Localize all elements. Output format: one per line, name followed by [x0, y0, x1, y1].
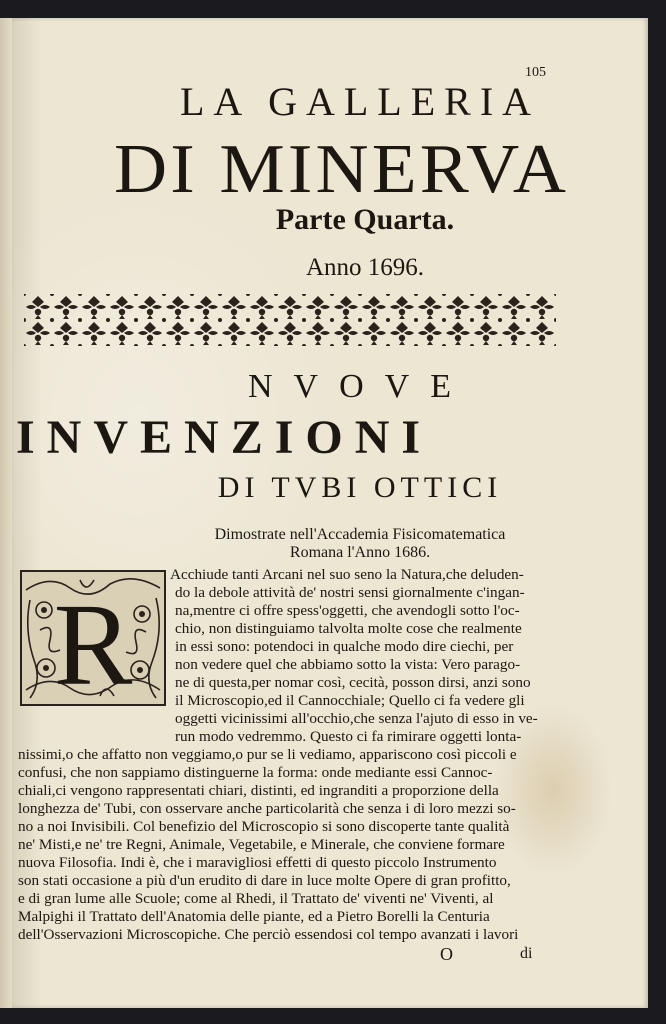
running-title-di-minerva: DI MINERVA [114, 131, 570, 208]
book-page [12, 18, 648, 1008]
text-line: chio, non distinguiamo talvolta molte cose che realmente [175, 620, 522, 637]
running-title-la-galleria: LA GALLERIA [179, 79, 541, 124]
initial-letter: R [53, 579, 133, 706]
signature-mark: O [440, 944, 453, 964]
text-line: na,mentre ci offre spess'oggetti, che avendogli sotto l'oc- [175, 602, 520, 619]
article-heading-nuove: NVOVE [248, 368, 472, 405]
part-title: Parte Quarta. [275, 203, 455, 236]
text-line: do la debole attività de' nostri sensi giornalmente c'ingan- [175, 584, 525, 601]
text-line: no a noi Invisibili. Col benefizio del Microscopio si sono discoperte tante qualità [18, 818, 510, 835]
text-line: nuova Filosofia. Indi è, che i maravigliosi effetti di questo piccolo Instrumento [18, 854, 497, 871]
page-number: 105 [525, 65, 546, 80]
text-line: Acchiude tanti Arcani nel suo seno la Natura,che deluden- [170, 566, 524, 583]
article-heading-invenzioni: INVENZIONI [16, 411, 433, 464]
subtitle-line: Romana l'Anno 1686. [289, 544, 431, 561]
text-line: e di gran lume alle Scuole; come al Rhedi, il Trattato de' viventi ne' Viventi, al [18, 890, 494, 907]
text-line: longhezza de' Tubi, con osservare anche particolarità che senza i di loro mezzi so- [18, 800, 516, 817]
text-line: confusi, che non sappiamo distinguerne la forma: onde mediante essi Cannoc- [18, 764, 493, 781]
text-line: oggetti vicinissimi all'occhio,che senza l'ajuto di esso in ve- [175, 710, 538, 727]
article-heading-tubi-ottici: DI TVBI OTTICI [217, 471, 503, 504]
text-line: in essi sono: potendoci in qualche modo dire ciechi, per [175, 638, 514, 655]
text-line: dell'Osservazioni Microscopiche. Che perciò essendosi col tempo avanzati i lavori [18, 926, 519, 943]
text-line: chiali,ci vengono rappresentati chiari, distinti, ed ingranditi a proporzione della [18, 782, 499, 799]
catchword: di [520, 945, 533, 962]
year-title: Anno 1696. [305, 254, 425, 281]
text-line: ne di questa,per nomar così, cecità, posson dirsi, anzi sono [175, 674, 531, 691]
text-line: nissimi,o che affatto non veggiamo,o pur se li vediamo, appariscono così piccoli e [18, 746, 517, 763]
article-body [12, 18, 648, 1008]
text-line: non vedere quel che abbiamo sotto la vista: Vero parago- [175, 656, 521, 673]
text-line: il Microscopio,ed il Cannocchiale; Quello ci fa vedere gli [175, 692, 525, 709]
text-line: ne' Misti,e ne' tre Regni, Animale, Vegetabile, e Minerale, che conviene formare [18, 836, 505, 853]
subtitle-line: Dimostrate nell'Accademia Fisicomatematica [214, 526, 506, 543]
text-line: son stati occasione a più d'un erudito di dare in luce molte Opere di gran profitto, [18, 872, 511, 889]
text-line: Malpighi il Trattato dell'Anatomia delle piante, ed a Pietro Borelli la Centuria [18, 908, 490, 925]
text-line: run modo vedremmo. Questo ci fa rimirare oggetti lonta- [175, 728, 522, 745]
